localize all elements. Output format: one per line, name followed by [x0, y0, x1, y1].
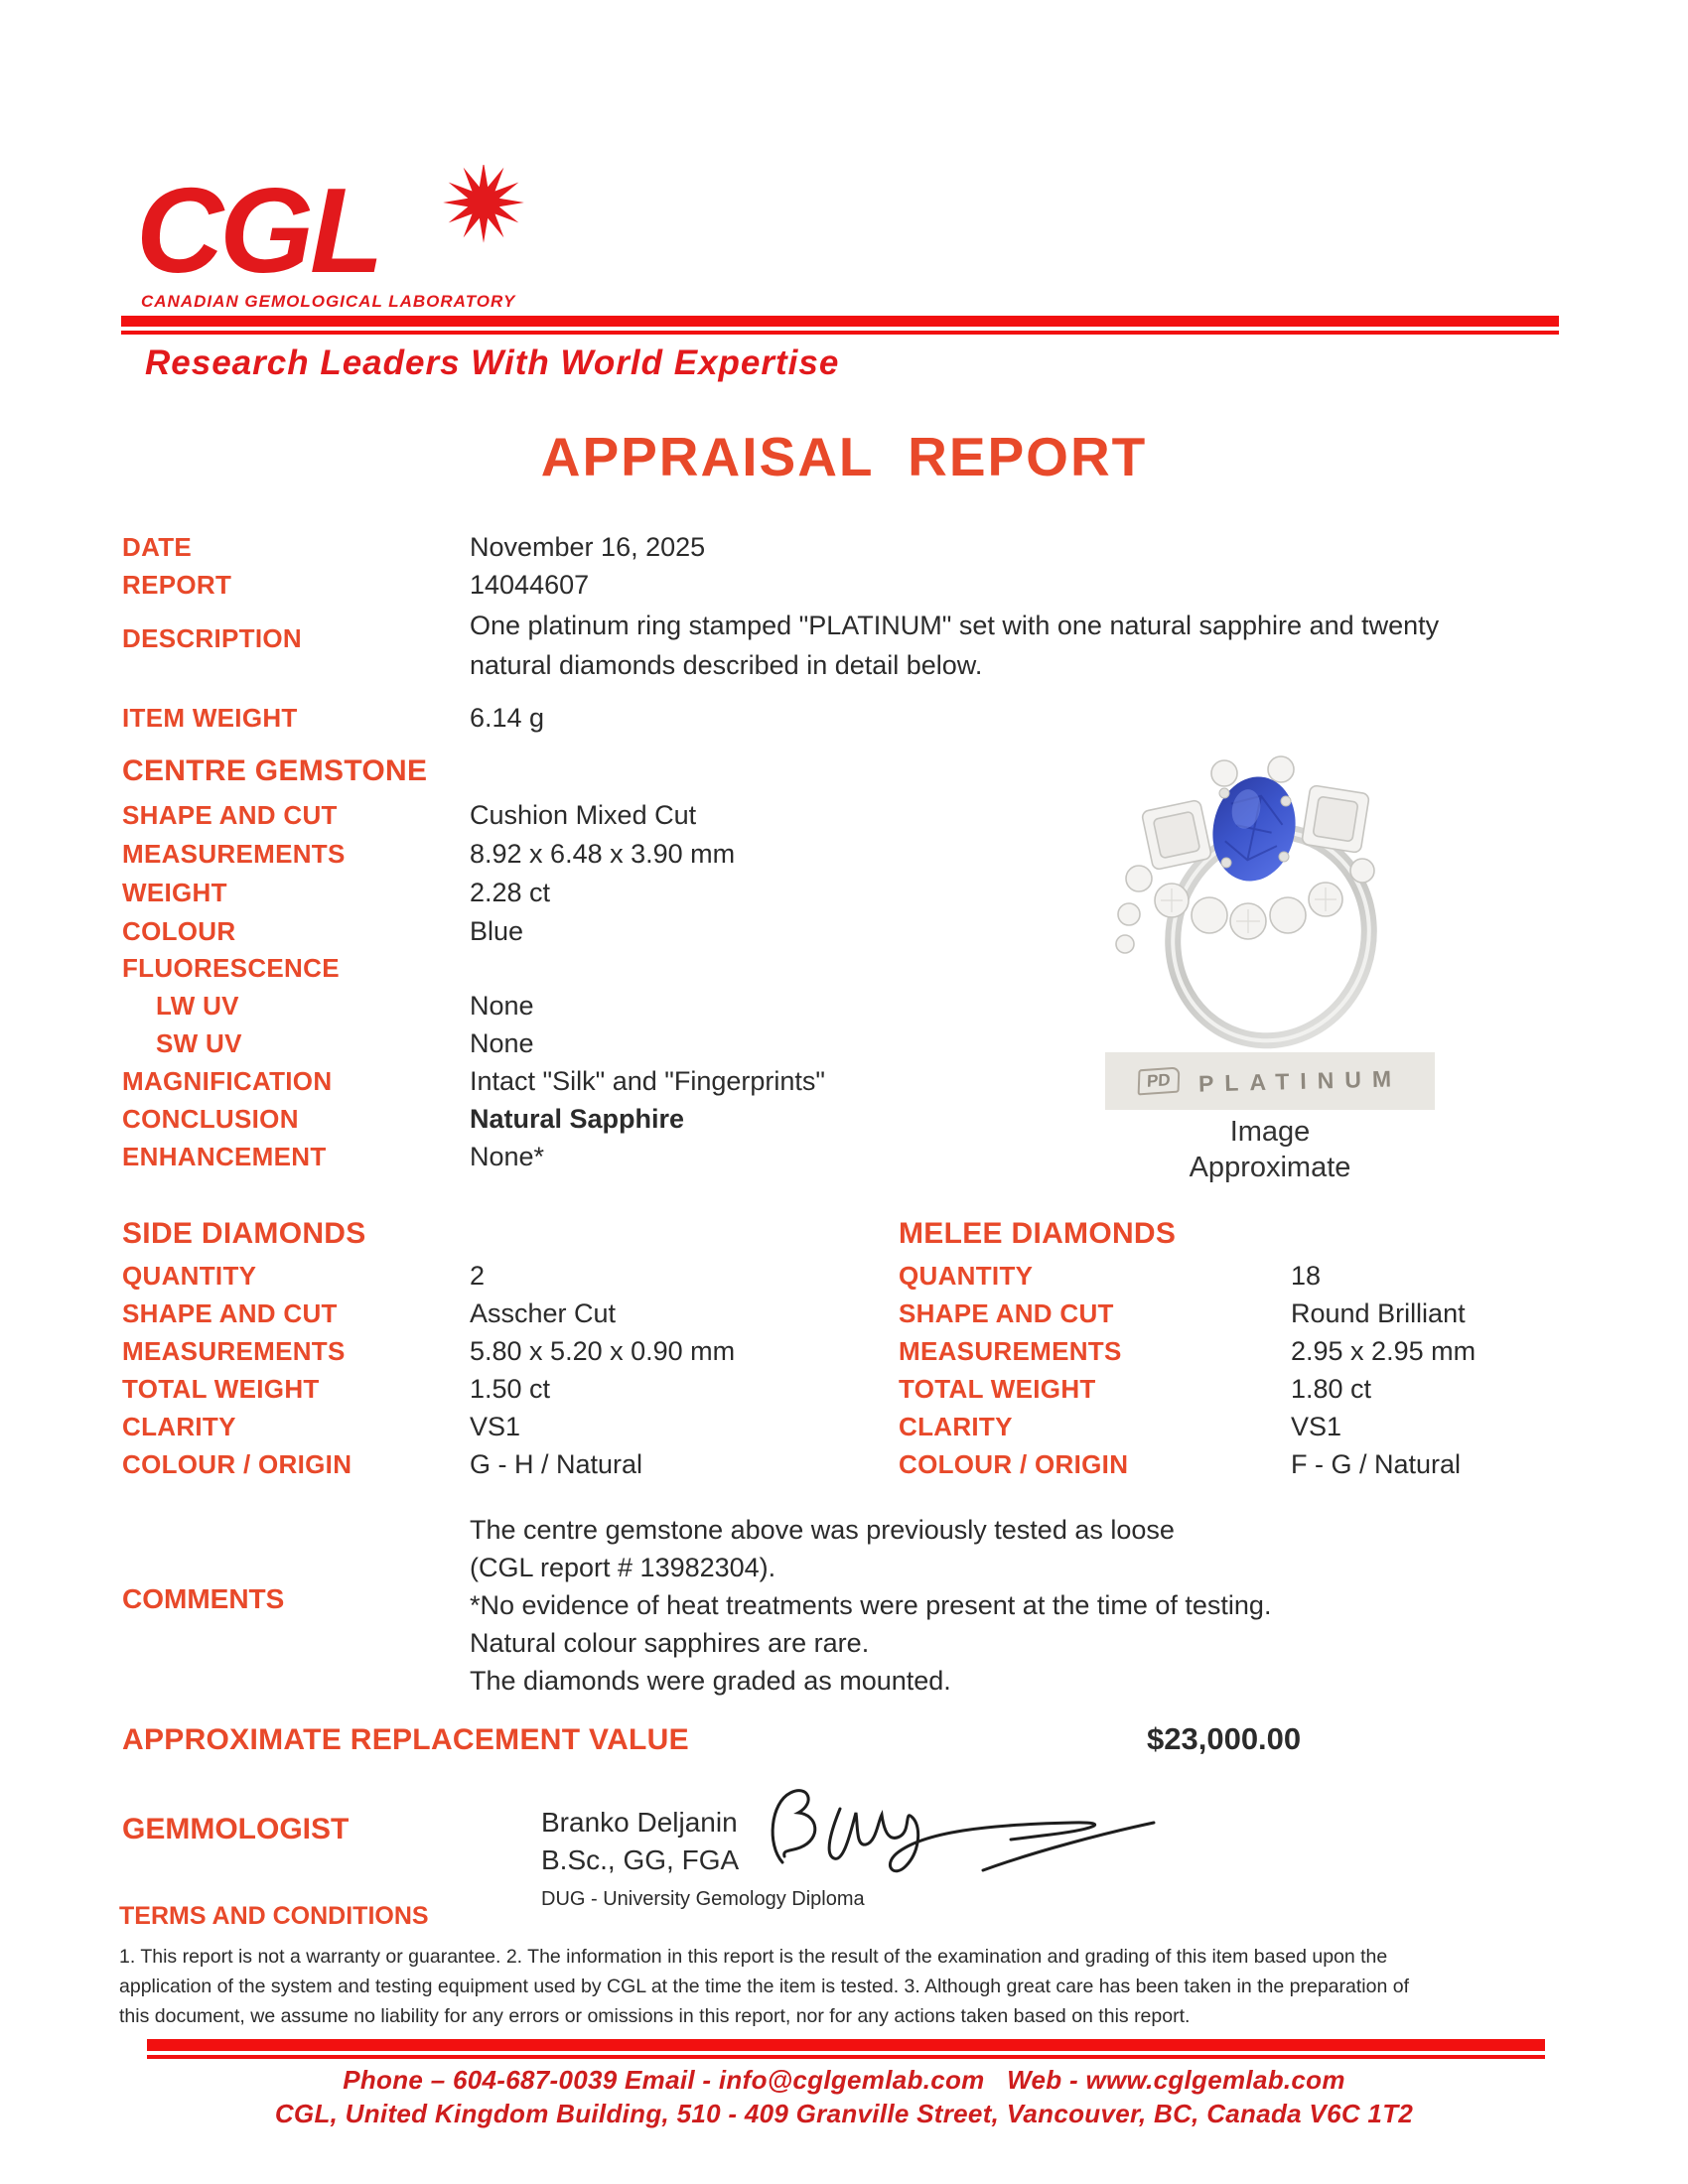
- md-measurements-row: [899, 1336, 1476, 1367]
- comments-line: The diamonds were graded as mounted.: [470, 1666, 951, 1696]
- cg-fluorescence-label: FLUORESCENCE: [122, 953, 340, 983]
- starburst-icon: [443, 165, 524, 243]
- item-weight-row: [122, 703, 544, 734]
- description-value: [470, 606, 1592, 685]
- gemmologist-label: GEMMOLOGIST: [122, 1813, 350, 1845]
- footer-address-line: CGL, United Kingdom Building, 510 - 409 Granville Street, Vancouver, BC, Canada V6C 1T2: [274, 2099, 1414, 2128]
- side-diamonds-heading: SIDE DIAMONDS: [122, 1217, 366, 1250]
- cg-colour-value: Blue: [470, 916, 524, 946]
- sd-colour-origin-row: [122, 1449, 642, 1480]
- cg-lwuv-label: LW UV: [156, 991, 239, 1021]
- date-label: DATE: [122, 532, 193, 562]
- signature: [745, 1767, 1182, 1891]
- terms-line: application of the system and testing equipment used by CGL at the time the item is tested. 3. Although great care has been taken in the preparation of: [119, 1976, 1409, 1997]
- platinum-stamp-text: PLATINUM: [1197, 1064, 1403, 1097]
- comments-label: COMMENTS: [122, 1583, 285, 1614]
- date-value: November 16, 2025: [470, 532, 706, 562]
- sd-total-weight-value: 1.50 ct: [470, 1374, 551, 1404]
- cg-weight-row: [122, 878, 550, 908]
- footer-rule-thick: [147, 2039, 1545, 2051]
- sapphire-stone: [1203, 769, 1305, 889]
- platinum-stamp-photo: [1105, 1052, 1435, 1110]
- hallmark-mark: PD: [1137, 1066, 1179, 1095]
- cg-shape-label: SHAPE AND CUT: [122, 800, 338, 830]
- gemmologist-credentials: B.Sc., GG, FGA: [541, 1844, 740, 1875]
- md-colour-origin-label: COLOUR / ORIGIN: [899, 1449, 1129, 1479]
- cg-colour-row: [122, 916, 523, 947]
- sd-measurements-row: [122, 1336, 735, 1367]
- replacement-value-label: APPROXIMATE REPLACEMENT VALUE: [122, 1723, 689, 1756]
- cg-shape-row: [122, 800, 696, 831]
- cg-weight-value: 2.28 ct: [470, 878, 551, 907]
- comments-line: Natural colour sapphires are rare.: [470, 1628, 870, 1658]
- sd-quantity-label: QUANTITY: [122, 1261, 257, 1291]
- md-colour-origin-value: F - G / Natural: [1291, 1449, 1462, 1479]
- terms-body: [119, 1942, 1574, 2031]
- replacement-value-amount: $23,000.00: [1147, 1721, 1302, 1756]
- comments-line: (CGL report # 13982304).: [470, 1553, 776, 1582]
- gemmologist-diploma: DUG - University Gemology Diploma: [541, 1888, 865, 1910]
- cg-conclusion-label: CONCLUSION: [122, 1104, 299, 1134]
- sd-clarity-row: [122, 1412, 520, 1442]
- cg-swuv-value: None: [470, 1028, 534, 1058]
- footer-contact-line: Phone – 604-687-0039 Email - info@cglgemlab.com Web - www.cglgemlab.com: [343, 2065, 1345, 2095]
- sd-shape-label: SHAPE AND CUT: [122, 1298, 338, 1328]
- cg-enhancement-label: ENHANCEMENT: [122, 1142, 327, 1171]
- comments-line: *No evidence of heat treatments were present at the time of testing.: [470, 1590, 1272, 1620]
- terms-line: this document, we assume no liability for any errors or omissions in this report, nor for any actions taken based on this report.: [119, 2005, 1191, 2027]
- sd-total-weight-label: TOTAL WEIGHT: [122, 1374, 320, 1404]
- description-row: [122, 623, 470, 654]
- image-caption: [1105, 1114, 1435, 1185]
- md-measurements-label: MEASUREMENTS: [899, 1336, 1122, 1366]
- cg-measurements-label: MEASUREMENTS: [122, 839, 346, 869]
- sd-colour-origin-value: G - H / Natural: [470, 1449, 643, 1479]
- cg-lwuv-value: None: [470, 991, 534, 1021]
- brand-slogan: Research Leaders With World Expertise: [145, 343, 840, 382]
- sd-measurements-label: MEASUREMENTS: [122, 1336, 346, 1366]
- terms-line: 1. This report is not a warranty or guarantee. 2. The information in this report is the result of the examination and grading of this item based upon the: [119, 1946, 1388, 1968]
- report-row: [122, 570, 589, 601]
- page-title: APPRAISAL REPORT: [540, 426, 1148, 487]
- header-rule-thick: [121, 316, 1559, 327]
- cg-conclusion-row: [122, 1104, 684, 1135]
- sd-total-weight-row: [122, 1374, 550, 1405]
- description-line: One platinum ring stamped "PLATINUM" set with one natural sapphire and twenty: [470, 611, 1440, 640]
- item-weight-label: ITEM WEIGHT: [122, 703, 298, 733]
- cg-measurements-value: 8.92 x 6.48 x 3.90 mm: [470, 839, 736, 869]
- md-quantity-row: [899, 1261, 1321, 1292]
- sd-shape-row: [122, 1298, 616, 1329]
- sd-measurements-value: 5.80 x 5.20 x 0.90 mm: [470, 1336, 736, 1366]
- cg-weight-label: WEIGHT: [122, 878, 227, 907]
- md-quantity-label: QUANTITY: [899, 1261, 1034, 1291]
- sd-shape-value: Asscher Cut: [470, 1298, 617, 1328]
- gemmologist-name: Branko Deljanin: [541, 1807, 738, 1838]
- image-caption-line1: Image: [1229, 1116, 1311, 1148]
- cg-swuv-row: [122, 1028, 534, 1059]
- cg-colour-label: COLOUR: [122, 916, 236, 946]
- cg-measurements-row: [122, 839, 735, 870]
- cg-magnification-label: MAGNIFICATION: [122, 1066, 333, 1096]
- image-caption-line2: Approximate: [1189, 1152, 1351, 1183]
- terms-heading: TERMS AND CONDITIONS: [119, 1902, 429, 1930]
- sd-clarity-label: CLARITY: [122, 1412, 236, 1441]
- sd-clarity-value: VS1: [470, 1412, 521, 1441]
- footer-rule-thin: [147, 2055, 1545, 2059]
- md-colour-origin-row: [899, 1449, 1461, 1480]
- description-label: DESCRIPTION: [122, 623, 302, 653]
- comments-text: [470, 1511, 1271, 1700]
- sd-quantity-row: [122, 1261, 485, 1292]
- sd-quantity-value: 2: [470, 1261, 486, 1291]
- brand-tagline: CANADIAN GEMOLOGICAL LABORATORY: [141, 292, 516, 311]
- cg-swuv-label: SW UV: [156, 1028, 242, 1058]
- cgl-logo-text: CGL: [136, 165, 380, 294]
- item-weight-value: 6.14 g: [470, 703, 545, 733]
- centre-gemstone-heading: CENTRE GEMSTONE: [122, 754, 428, 787]
- md-total-weight-value: 1.80 ct: [1291, 1374, 1372, 1404]
- report-number: 14044607: [470, 570, 590, 600]
- sd-colour-origin-label: COLOUR / ORIGIN: [122, 1449, 352, 1479]
- cg-enhancement-value: None*: [470, 1142, 545, 1171]
- md-total-weight-row: [899, 1374, 1371, 1405]
- md-measurements-value: 2.95 x 2.95 mm: [1291, 1336, 1477, 1366]
- cg-magnification-row: [122, 1066, 825, 1097]
- date-row: [122, 532, 705, 563]
- md-shape-row: [899, 1298, 1466, 1329]
- md-shape-label: SHAPE AND CUT: [899, 1298, 1114, 1328]
- description-line: natural diamonds described in detail below.: [470, 650, 983, 680]
- md-clarity-label: CLARITY: [899, 1412, 1013, 1441]
- cg-conclusion-value: Natural Sapphire: [470, 1104, 685, 1134]
- cg-enhancement-row: [122, 1142, 544, 1172]
- report-label: REPORT: [122, 570, 232, 600]
- comments-line: The centre gemstone above was previously tested as loose: [470, 1515, 1175, 1545]
- md-total-weight-label: TOTAL WEIGHT: [899, 1374, 1096, 1404]
- cg-shape-value: Cushion Mixed Cut: [470, 800, 697, 830]
- ring-photo: [1077, 730, 1435, 1052]
- cg-lwuv-row: [122, 991, 534, 1022]
- header-rule-thin: [121, 331, 1559, 335]
- md-quantity-value: 18: [1291, 1261, 1322, 1291]
- md-clarity-row: [899, 1412, 1341, 1442]
- cg-magnification-value: Intact "Silk" and "Fingerprints": [470, 1066, 825, 1096]
- md-clarity-value: VS1: [1291, 1412, 1342, 1441]
- md-shape-value: Round Brilliant: [1291, 1298, 1466, 1328]
- melee-diamonds-heading: MELEE DIAMONDS: [899, 1217, 1177, 1250]
- cg-fluorescence-row: [122, 953, 470, 984]
- cgl-logo: [134, 165, 551, 294]
